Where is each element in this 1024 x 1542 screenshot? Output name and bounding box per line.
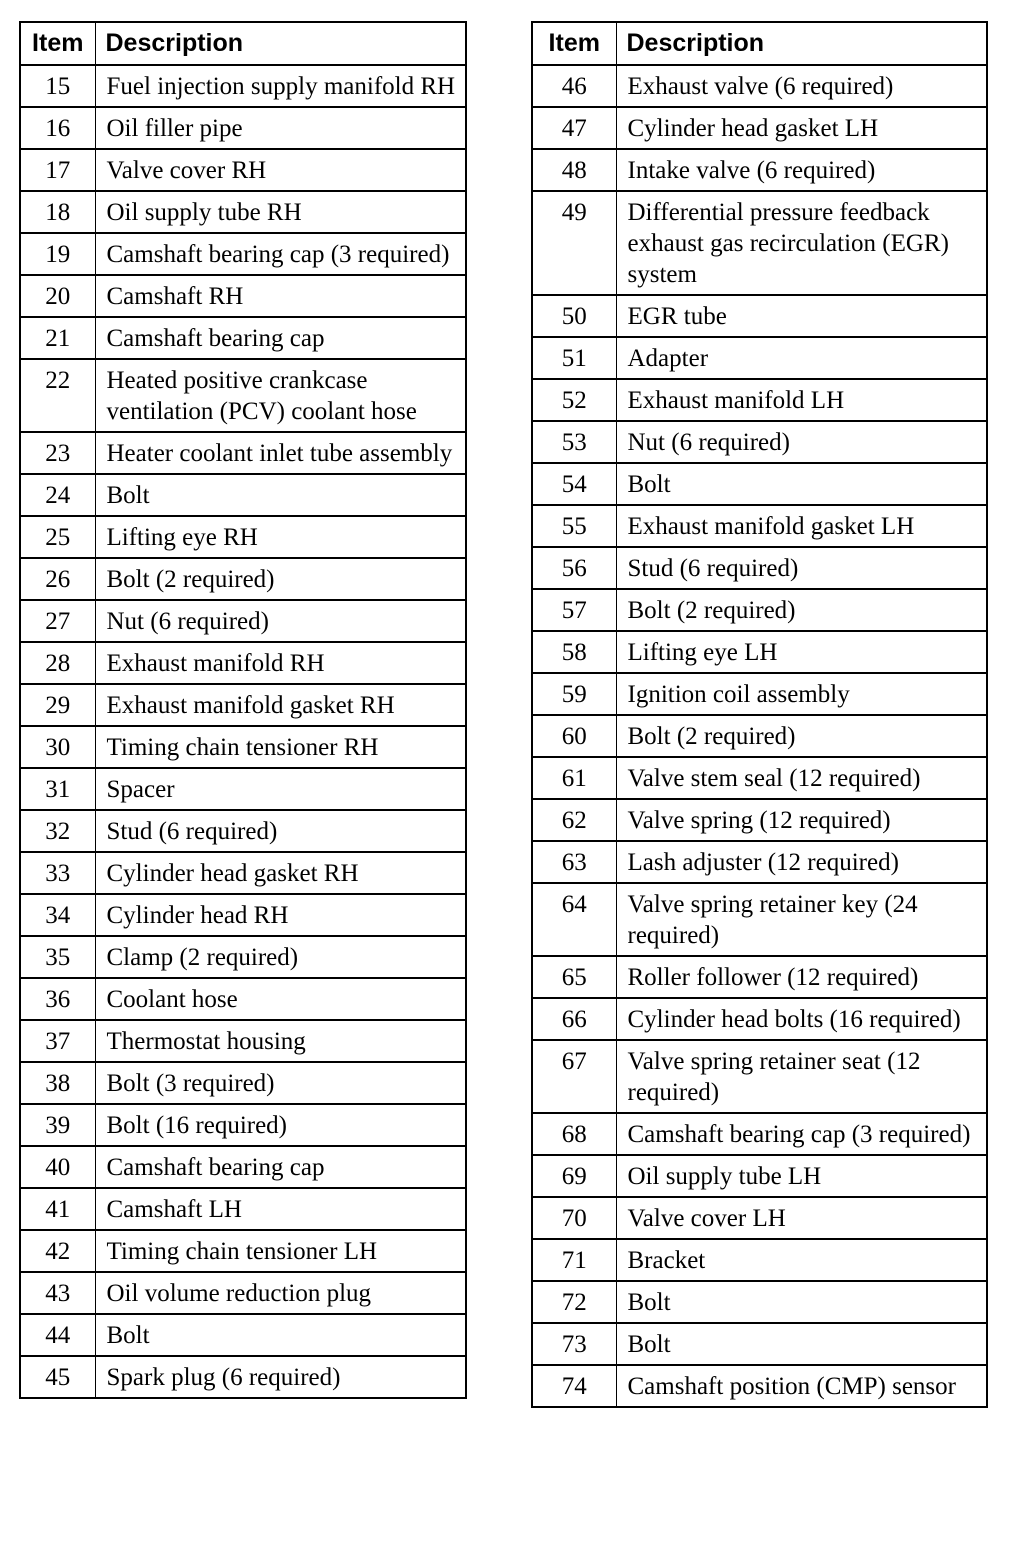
item-number: 68 (532, 1113, 616, 1155)
item-number: 72 (532, 1281, 616, 1323)
table-row (20, 600, 466, 642)
item-description: Intake valve (6 required) (616, 149, 987, 191)
item-description: Camshaft position (CMP) sensor (616, 1365, 987, 1407)
table-row (20, 432, 466, 474)
item-description: Valve spring retainer key (24 required) (616, 883, 987, 956)
table-row (20, 726, 466, 768)
item-number: 21 (20, 317, 95, 359)
item-description: Clamp (2 required) (95, 936, 466, 978)
item-number: 29 (20, 684, 95, 726)
table-row (20, 359, 466, 432)
item-description: Fuel injection supply manifold RH (95, 65, 466, 107)
item-description: Cylinder head RH (95, 894, 466, 936)
header-row (20, 22, 466, 65)
item-description: Camshaft bearing cap (95, 1146, 466, 1188)
item-number: 49 (532, 191, 616, 295)
item-description: Cylinder head gasket LH (616, 107, 987, 149)
table-row (532, 295, 987, 337)
item-number: 32 (20, 810, 95, 852)
item-description: Cylinder head bolts (16 required) (616, 998, 987, 1040)
item-description: Bracket (616, 1239, 987, 1281)
table-row (532, 1281, 987, 1323)
item-description: Valve spring (12 required) (616, 799, 987, 841)
item-description: Spacer (95, 768, 466, 810)
item-description: EGR tube (616, 295, 987, 337)
item-description: Camshaft RH (95, 275, 466, 317)
table-row (532, 1197, 987, 1239)
item-description: Valve spring retainer seat (12 required) (616, 1040, 987, 1113)
table-row (532, 107, 987, 149)
item-number: 48 (532, 149, 616, 191)
item-description: Valve stem seal (12 required) (616, 757, 987, 799)
item-description: Bolt (2 required) (95, 558, 466, 600)
item-number: 34 (20, 894, 95, 936)
item-description: Exhaust valve (6 required) (616, 65, 987, 107)
item-description: Thermostat housing (95, 1020, 466, 1062)
parts-table-right (531, 21, 988, 1408)
item-description: Bolt (16 required) (95, 1104, 466, 1146)
table-row (20, 852, 466, 894)
table-row (532, 757, 987, 799)
item-number: 37 (20, 1020, 95, 1062)
item-description: Bolt (3 required) (95, 1062, 466, 1104)
item-description: Oil supply tube LH (616, 1155, 987, 1197)
table-row (532, 379, 987, 421)
item-number: 45 (20, 1356, 95, 1398)
header-row (532, 22, 987, 65)
item-description: Coolant hose (95, 978, 466, 1020)
table-row (532, 1239, 987, 1281)
item-description: Nut (6 required) (95, 600, 466, 642)
table-row (532, 841, 987, 883)
table-row (532, 1323, 987, 1365)
table-row (20, 1230, 466, 1272)
table-row (532, 421, 987, 463)
item-number: 33 (20, 852, 95, 894)
item-number: 39 (20, 1104, 95, 1146)
item-description: Bolt (95, 1314, 466, 1356)
item-number: 47 (532, 107, 616, 149)
table-row (20, 1104, 466, 1146)
item-description: Stud (6 required) (95, 810, 466, 852)
item-number: 71 (532, 1239, 616, 1281)
table-row (532, 715, 987, 757)
table-row (20, 317, 466, 359)
item-number: 55 (532, 505, 616, 547)
item-description: Bolt (616, 1281, 987, 1323)
item-number: 67 (532, 1040, 616, 1113)
description-column-header: Description (616, 22, 987, 65)
table-row (20, 191, 466, 233)
table-row (20, 474, 466, 516)
parts-list-right (532, 65, 987, 1407)
item-description: Nut (6 required) (616, 421, 987, 463)
item-description: Timing chain tensioner RH (95, 726, 466, 768)
item-description: Roller follower (12 required) (616, 956, 987, 998)
item-description: Exhaust manifold RH (95, 642, 466, 684)
table-row (20, 65, 466, 107)
item-description: Differential pressure feedback exhaust gas recirculation (EGR) system (616, 191, 987, 295)
item-description: Exhaust manifold gasket RH (95, 684, 466, 726)
item-column-header: Item (20, 22, 95, 65)
item-description: Lifting eye RH (95, 516, 466, 558)
item-description: Camshaft bearing cap (95, 317, 466, 359)
item-number: 40 (20, 1146, 95, 1188)
item-number: 44 (20, 1314, 95, 1356)
item-description: Bolt (616, 1323, 987, 1365)
table-row (20, 684, 466, 726)
item-number: 16 (20, 107, 95, 149)
item-number: 62 (532, 799, 616, 841)
item-number: 58 (532, 631, 616, 673)
table-row (532, 883, 987, 956)
item-number: 17 (20, 149, 95, 191)
table-row (532, 65, 987, 107)
item-number: 19 (20, 233, 95, 275)
item-number: 73 (532, 1323, 616, 1365)
item-number: 60 (532, 715, 616, 757)
table-row (20, 768, 466, 810)
item-number: 15 (20, 65, 95, 107)
item-number: 52 (532, 379, 616, 421)
item-description: Valve cover RH (95, 149, 466, 191)
item-description: Spark plug (6 required) (95, 1356, 466, 1398)
table-row (532, 589, 987, 631)
table-row (532, 1040, 987, 1113)
table-row (532, 463, 987, 505)
table-row (532, 1365, 987, 1407)
item-description: Oil volume reduction plug (95, 1272, 466, 1314)
item-description: Exhaust manifold gasket LH (616, 505, 987, 547)
item-number: 28 (20, 642, 95, 684)
item-description: Bolt (616, 463, 987, 505)
table-row (532, 799, 987, 841)
table-row (20, 642, 466, 684)
table-row (20, 1062, 466, 1104)
item-description: Bolt (95, 474, 466, 516)
table-row (20, 1272, 466, 1314)
item-column-header: Item (532, 22, 616, 65)
table-row (532, 191, 987, 295)
item-description: Ignition coil assembly (616, 673, 987, 715)
table-row (532, 956, 987, 998)
item-number: 42 (20, 1230, 95, 1272)
item-number: 50 (532, 295, 616, 337)
item-number: 22 (20, 359, 95, 432)
item-description: Cylinder head gasket RH (95, 852, 466, 894)
item-description: Camshaft bearing cap (3 required) (95, 233, 466, 275)
table-row (532, 547, 987, 589)
table-row (532, 1113, 987, 1155)
item-number: 74 (532, 1365, 616, 1407)
table-row (20, 936, 466, 978)
item-description: Lash adjuster (12 required) (616, 841, 987, 883)
item-number: 20 (20, 275, 95, 317)
table-row (20, 1146, 466, 1188)
table-row (532, 673, 987, 715)
item-number: 24 (20, 474, 95, 516)
item-description: Oil supply tube RH (95, 191, 466, 233)
table-row (20, 978, 466, 1020)
item-number: 65 (532, 956, 616, 998)
item-description: Bolt (2 required) (616, 589, 987, 631)
item-description: Adapter (616, 337, 987, 379)
item-number: 38 (20, 1062, 95, 1104)
table-row (532, 337, 987, 379)
table-row (20, 1188, 466, 1230)
item-number: 56 (532, 547, 616, 589)
table-row (20, 558, 466, 600)
item-number: 35 (20, 936, 95, 978)
item-number: 70 (532, 1197, 616, 1239)
item-number: 57 (532, 589, 616, 631)
item-number: 27 (20, 600, 95, 642)
table-row (532, 998, 987, 1040)
table-row (20, 810, 466, 852)
item-description: Exhaust manifold LH (616, 379, 987, 421)
table-row (20, 1314, 466, 1356)
table-row (20, 1020, 466, 1062)
description-column-header: Description (95, 22, 466, 65)
item-number: 23 (20, 432, 95, 474)
item-number: 51 (532, 337, 616, 379)
item-number: 36 (20, 978, 95, 1020)
item-number: 41 (20, 1188, 95, 1230)
table-row (532, 631, 987, 673)
item-description: Oil filler pipe (95, 107, 466, 149)
item-description: Bolt (2 required) (616, 715, 987, 757)
item-number: 31 (20, 768, 95, 810)
table-row (532, 505, 987, 547)
item-number: 18 (20, 191, 95, 233)
table-row (20, 516, 466, 558)
parts-list-left (20, 65, 466, 1398)
table-row (20, 275, 466, 317)
item-description: Heater coolant inlet tube assembly (95, 432, 466, 474)
item-description: Camshaft LH (95, 1188, 466, 1230)
item-description: Camshaft bearing cap (3 required) (616, 1113, 987, 1155)
item-description: Lifting eye LH (616, 631, 987, 673)
item-number: 69 (532, 1155, 616, 1197)
item-number: 46 (532, 65, 616, 107)
table-row (532, 149, 987, 191)
item-number: 54 (532, 463, 616, 505)
item-number: 66 (532, 998, 616, 1040)
item-number: 63 (532, 841, 616, 883)
item-description: Heated positive crankcase ventilation (PCV) coolant hose (95, 359, 466, 432)
table-row (20, 149, 466, 191)
item-description: Stud (6 required) (616, 547, 987, 589)
item-number: 43 (20, 1272, 95, 1314)
table-row (20, 894, 466, 936)
item-number: 30 (20, 726, 95, 768)
item-number: 61 (532, 757, 616, 799)
table-row (20, 107, 466, 149)
item-number: 53 (532, 421, 616, 463)
item-number: 64 (532, 883, 616, 956)
item-number: 26 (20, 558, 95, 600)
item-number: 59 (532, 673, 616, 715)
table-row (20, 1356, 466, 1398)
parts-table-left (19, 21, 467, 1399)
table-row (20, 233, 466, 275)
item-description: Timing chain tensioner LH (95, 1230, 466, 1272)
item-description: Valve cover LH (616, 1197, 987, 1239)
table-row (532, 1155, 987, 1197)
item-number: 25 (20, 516, 95, 558)
